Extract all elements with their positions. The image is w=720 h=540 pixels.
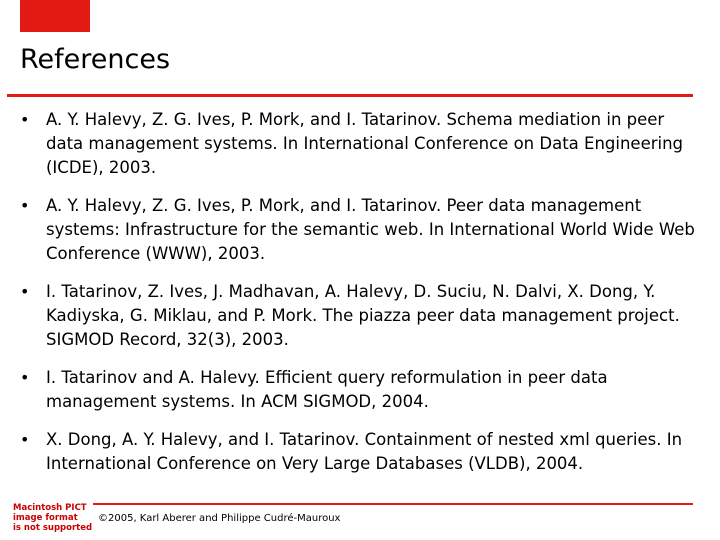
placeholder-line: Macintosh PICT [13, 503, 87, 513]
list-item [0, 280, 700, 352]
footer-copyright: ©2005, Karl Aberer and Philippe Cudré-Mauroux [98, 513, 341, 524]
reference-text: A. Y. Halevy, Z. G. Ives, P. Mork, and I. Tatarinov. Schema mediation in peer data management systems. In International Conference on Data Engineering (ICDE), 2003. [46, 110, 684, 177]
reference-text: A. Y. Halevy, Z. G. Ives, P. Mork, and I. Tatarinov. Peer data management systems: Infrastructure for the semantic web. In International World Wide Web Conference (WWW), 2003. [46, 196, 695, 263]
placeholder-line: image format [13, 513, 78, 523]
bullet-icon: • [20, 196, 30, 215]
reference-list [0, 108, 700, 490]
bullet-icon: • [20, 282, 30, 301]
footer-divider [93, 503, 693, 505]
reference-text: I. Tatarinov and A. Halevy. Efficient query reformulation in peer data management systems. In ACM SIGMOD, 2004. [46, 368, 608, 411]
bullet-icon: • [20, 110, 30, 129]
bullet-icon: • [20, 430, 30, 449]
placeholder-line: is not supported [13, 523, 93, 533]
list-item [0, 108, 700, 180]
reference-text: X. Dong, A. Y. Halevy, and I. Tatarinov. Containment of nested xml queries. In International Conference on Very Large Databases (VLDB), 2004. [46, 430, 683, 473]
title-divider [7, 94, 693, 97]
bullet-icon: • [20, 368, 30, 387]
corner-accent-block [20, 0, 90, 32]
reference-text: I. Tatarinov, Z. Ives, J. Madhavan, A. Halevy, D. Suciu, N. Dalvi, X. Dong, Y. Kadiyska, G. Miklau, and P. Mork. The piazza peer data management project. SIGMOD Record, 32(3), 2003. [46, 282, 680, 349]
page-title: References [20, 44, 171, 75]
unsupported-image-placeholder [5, 500, 93, 538]
list-item [0, 194, 700, 266]
list-item [0, 366, 700, 414]
list-item [0, 428, 700, 476]
